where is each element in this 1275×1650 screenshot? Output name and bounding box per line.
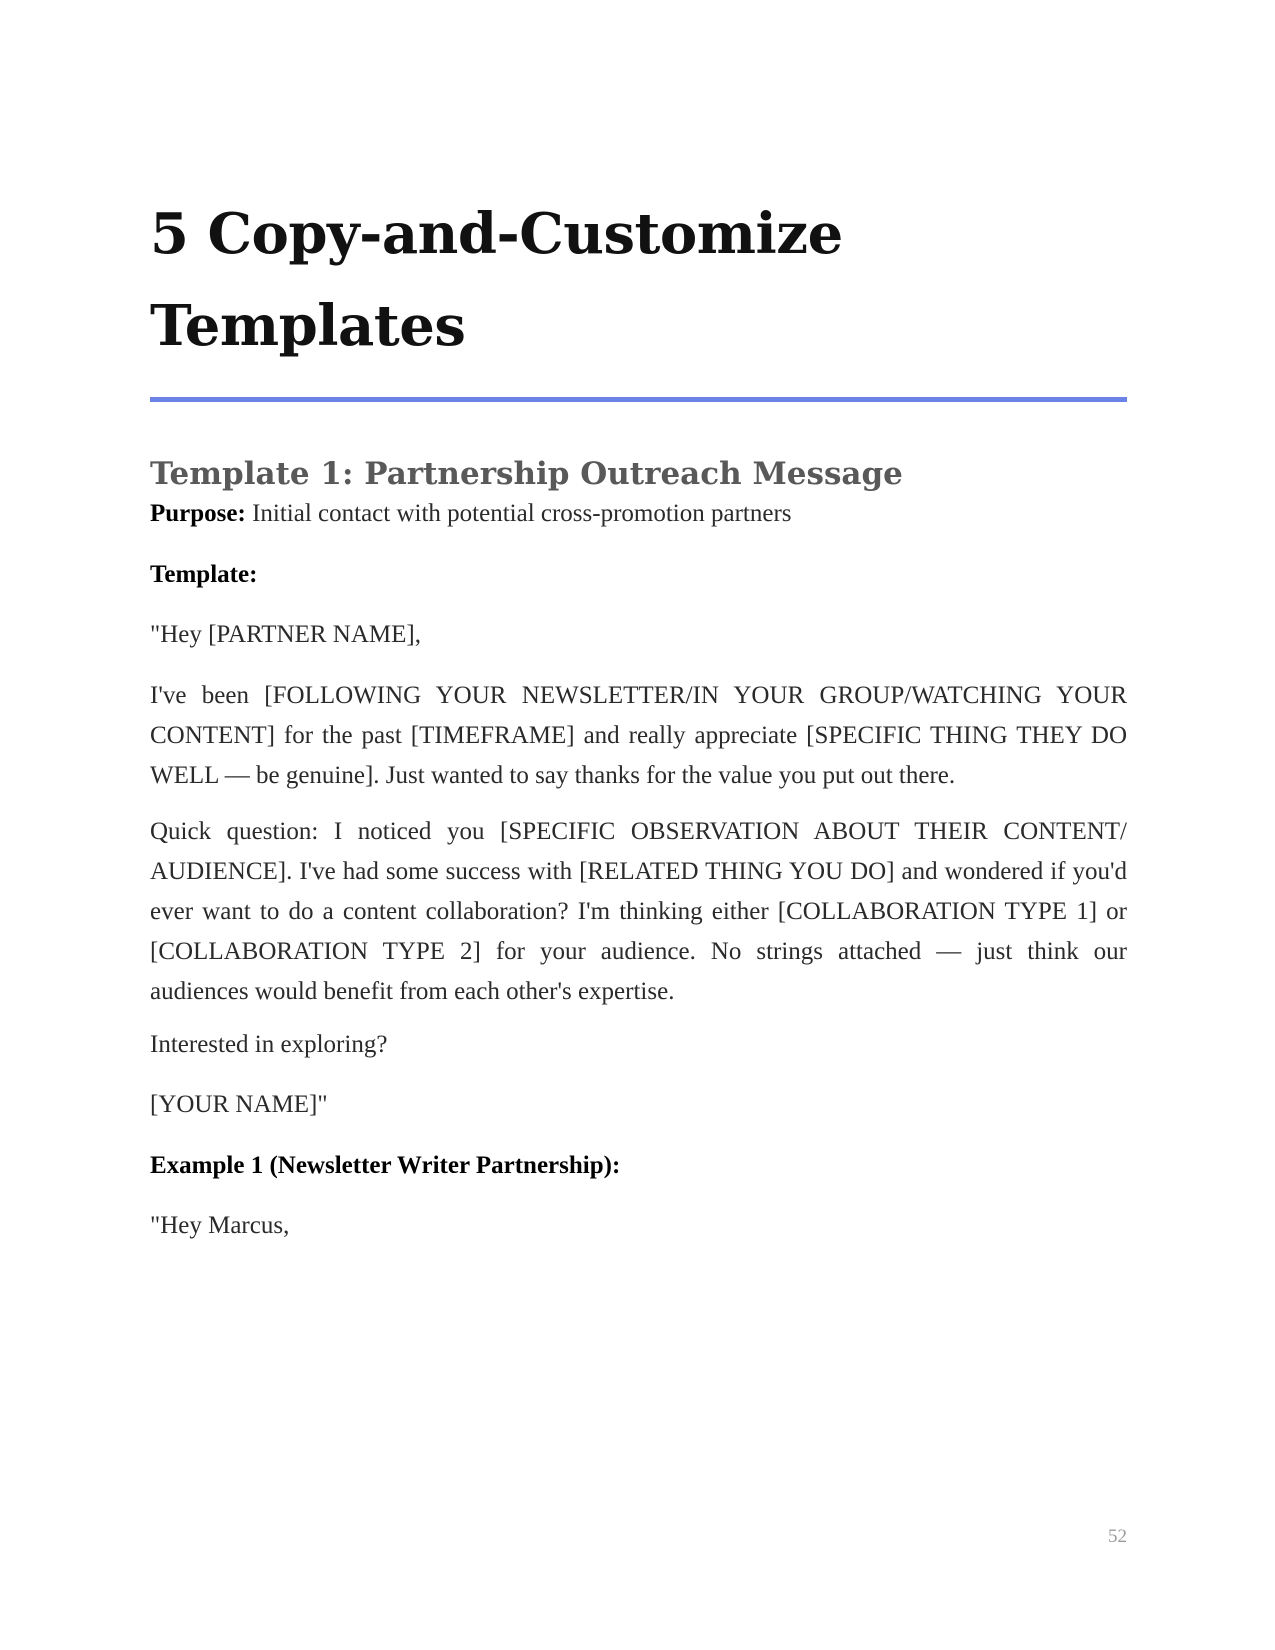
page-title-line-1: 5 Copy-and-Customize — [150, 201, 843, 267]
template-greeting: "Hey [PARTNER NAME], — [150, 621, 421, 648]
title-divider — [150, 397, 1127, 402]
template-question: Interested in exploring? — [150, 1031, 388, 1058]
template-label-line — [150, 555, 257, 595]
template-paragraph-2: Quick question: I noticed you [SPECIFIC OBSERVATION ABOUT THEIR CONTENT/ AUDIENCE]. I've had some success with [RELATED THING YOU DO] and wondered if you'd ever want to do a content collaboration? I'm thinking either [COLLABORATION TYPE 1] or [COLLABORATION TYPE 2] for your audience. No strings attached — just think our audiences would benefit from each other's expertise. — [150, 818, 1127, 1005]
template-paragraph-1: I've been [FOLLOWING YOUR NEWSLETTER/IN YOUR GROUP/WATCHING YOUR CONTENT] for the past [TIMEFRAME] and really appreciate [SPECIFIC THING THEY DO WELL — be genuine]. Just wanted to say thanks for the value you put out there. — [150, 682, 1127, 789]
section-heading: Template 1: Partnership Outreach Message — [150, 456, 903, 492]
page-number: 52 — [1108, 1526, 1127, 1547]
page-title — [150, 188, 1127, 372]
template-label: Template: — [150, 561, 258, 588]
purpose-label: Purpose: — [150, 500, 246, 527]
document-page — [150, 0, 1127, 1650]
example-label: Example 1 (Newsletter Writer Partnership): — [150, 1152, 621, 1179]
purpose-line — [150, 494, 792, 534]
example-greeting: "Hey Marcus, — [150, 1212, 290, 1239]
purpose-text: Initial contact with potential cross-promotion partners — [245, 500, 792, 527]
page-title-line-2: Templates — [150, 293, 466, 359]
example-label-line — [150, 1146, 620, 1186]
template-signoff: [YOUR NAME]" — [150, 1091, 328, 1118]
